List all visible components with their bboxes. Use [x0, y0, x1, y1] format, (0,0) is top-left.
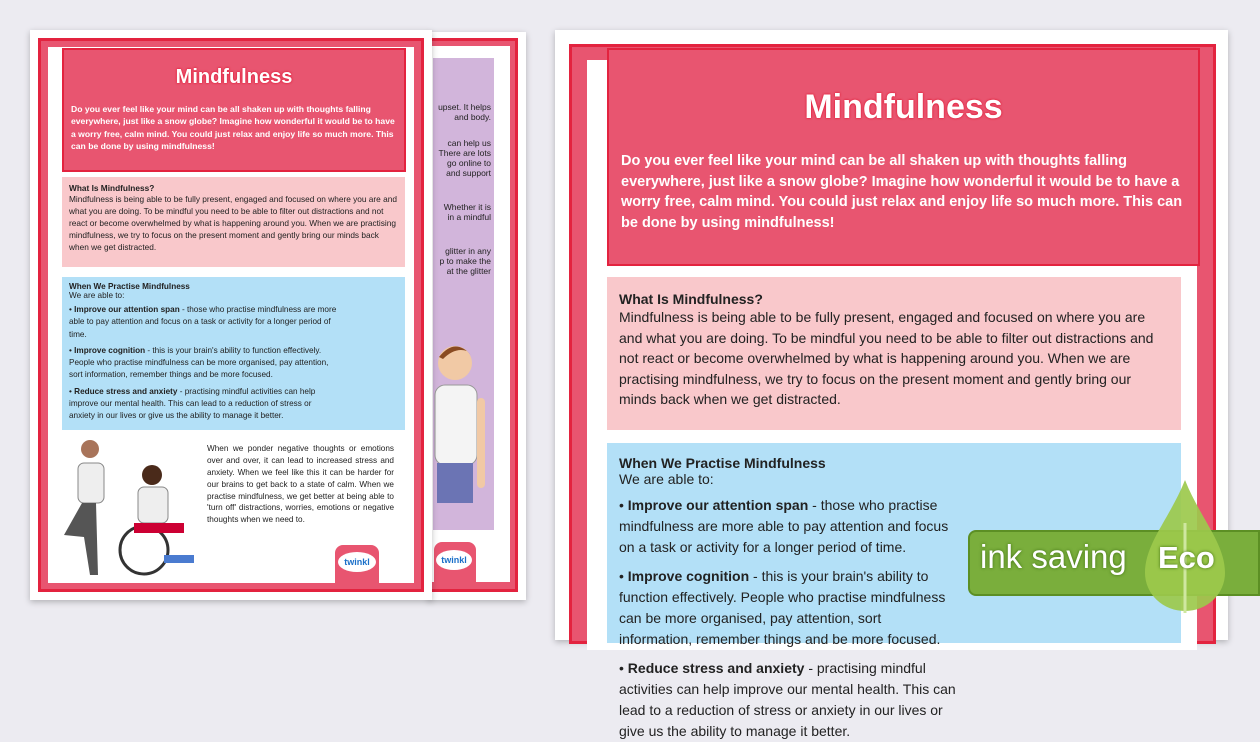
when-lead: We are able to: — [69, 291, 125, 300]
fragment: at the glitter — [446, 266, 491, 276]
what-body: Mindfulness is being able to be fully present, engaged and focused on where you are and what you are doing. To be mindful you need to be able to filter out distractions and not react or become overwhelmed by what is happening around you. When we are practising mindfulness, we try to focus on the present moment and gently bring our minds back when we get distracted. — [69, 194, 397, 253]
benefit-title: Reduce stress and anxiety — [627, 660, 805, 676]
what-section — [607, 277, 1181, 430]
benefit-item: • Improve cognition - this is your brain's ability to function effectively. People who practise mindfulness can be more organised, pay attention, sort information, remember things and be more focused. — [69, 345, 329, 380]
benefit-text: - those who practise mindfulness are more able to pay attention and focus on a task or activity for a longer period of time. — [619, 497, 949, 555]
intro-text: Do you ever feel like your mind can be all shaken up with thoughts falling everywhere, just like a snow globe? Imagine how wonderful it would be to have a worry free, calm mind. You could just relax and enjoy life so much more. This can be done by using mindfulness! — [621, 153, 1183, 231]
benefit-text: - this is your brain's ability to function effectively. People who practise mindfulness can be more organised, pay attention, sort information, remember things and be more focused. — [69, 345, 329, 380]
fragment: go online to — [447, 158, 491, 168]
people-meditating-illustration — [54, 435, 202, 580]
benefit-text: - practising mindful activities can help improve our mental health. This can lead to a reduction of stress or anxiety in our lives or give us the ability to manage it better. — [69, 386, 316, 421]
fragment: and body. — [454, 112, 491, 122]
what-section — [62, 177, 405, 267]
ponder-text: When we ponder negative thoughts or emotions over and over, it can lead to increased stress and anxiety. When we feel like this it can be harder for our brains to get back to a state of calm. When we practise mindfulness, we get better at being able to 'turn off' distractions, worries, emotions or negative thoughts when we need to. — [207, 444, 394, 525]
fragment: p to make the — [439, 256, 491, 266]
benefit-item: • Reduce stress and anxiety - practising mindful activities can help improve our mental health. This can lead to a reduction of stress or anxiety in our lives or give us the ability to manage it better. — [69, 386, 316, 421]
benefit-title: Improve our attention span — [627, 497, 809, 513]
intro-header — [607, 48, 1200, 266]
benefit-title: Improve cognition — [74, 345, 146, 355]
back-page-panel — [433, 58, 494, 530]
benefit-title: Improve cognition — [627, 568, 750, 584]
fragment: There are lots — [438, 148, 491, 158]
intro-header — [62, 48, 406, 172]
fragment: can help us — [447, 138, 491, 148]
when-section — [62, 277, 405, 430]
twinkl-logo: twinkl — [436, 550, 472, 570]
back-page — [428, 32, 526, 600]
fragment: glitter in any — [445, 246, 491, 256]
what-heading: What Is Mindfulness? — [69, 183, 155, 193]
when-lead: We are able to: — [619, 471, 714, 487]
benefit-text: - this is your brain's ability to function effectively. People who practise mindfulness can be more organised, pay attention, sort information, remember things and be more focused. — [619, 568, 946, 647]
what-heading: What Is Mindfulness? — [619, 291, 763, 307]
what-body: Mindfulness is being able to be fully present, engaged and focused on where you are and what you are doing. To be mindful you need to be able to filter out distractions and not react or become overwhelmed by what is happening around you. When we are practising mindfulness, we try to focus on the present moment and gently bring our minds back when we get distracted. — [619, 309, 1154, 408]
benefit-title: Reduce stress and anxiety — [74, 386, 178, 396]
left-page — [30, 30, 432, 600]
boy-illustration — [433, 343, 493, 530]
twinkl-logo: twinkl — [338, 552, 376, 572]
ink-saving-label: ink saving — [980, 538, 1127, 575]
when-heading: When We Practise Mindfulness — [619, 455, 826, 471]
benefit-item: • Improve our attention span - those who practise mindfulness are more able to pay attention and focus on a task or activity for a longer period of time. — [69, 305, 337, 339]
eco-label: Eco — [1158, 540, 1215, 575]
page-title: Mindfulness — [804, 88, 1003, 126]
benefit-item: • Reduce stress and anxiety - practising mindful activities can help improve our mental health. This can lead to a reduction of stress or anxiety in our lives or give us the ability to manage it better. — [619, 660, 956, 739]
benefit-title: Improve our attention span — [74, 305, 180, 314]
benefit-item: • Improve cognition - this is your brain's ability to function effectively. People who practise mindfulness can be more organised, pay attention, sort information, remember things and be more focused. — [619, 568, 946, 647]
fragment: Whether it is — [443, 202, 491, 212]
benefit-item: • Improve our attention span - those who practise mindfulness are more able to pay attention and focus on a task or activity for a longer period of time. — [619, 497, 949, 555]
fragment: and support — [446, 168, 491, 178]
benefit-text: - those who practise mindfulness are more able to pay attention and focus on a task or activity for a longer period of time. — [69, 305, 337, 339]
benefit-text: - practising mindful activities can help improve our mental health. This can lead to a reduction of stress or anxiety in our lives or give us the ability to manage it better. — [619, 660, 956, 739]
fragment: in a mindful — [447, 212, 491, 222]
page-title: Mindfulness — [175, 66, 293, 88]
when-heading: When We Practise Mindfulness — [69, 282, 190, 291]
intro-text: Do you ever feel like your mind can be all shaken up with thoughts falling everywhere, just like a snow globe? Imagine how wonderful it would be to have a worry free, calm mind. You could just relax and enjoy life so much more. This can be done by using mindfulness! — [71, 104, 395, 152]
fragment: upset. It helps — [438, 102, 491, 112]
